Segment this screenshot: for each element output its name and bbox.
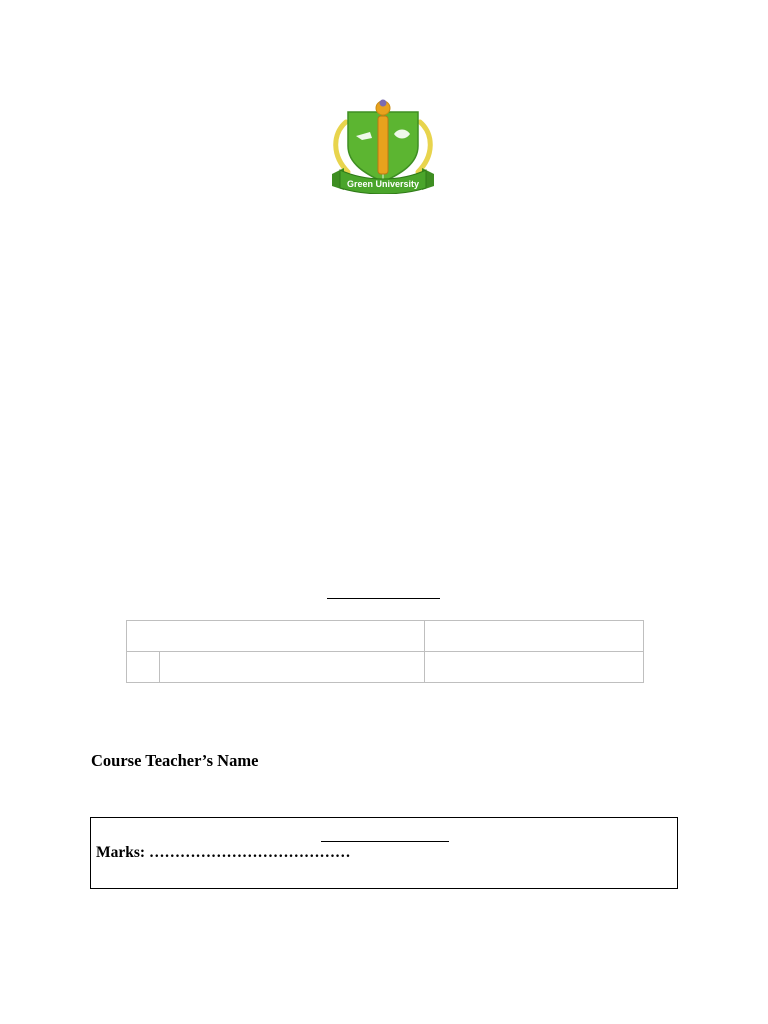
course-teacher-label: Course Teacher’s Name [91,751,259,770]
laurel-left [336,122,348,172]
table-cell [127,652,160,683]
title-underline [327,598,440,599]
table-cell [425,621,644,652]
green-university-crest [326,94,440,194]
torch-handle [378,116,388,174]
torch-top [380,100,387,107]
table-cell [127,621,425,652]
table-cell [425,652,644,683]
table-cell [160,652,425,683]
marks-label: Marks: ………………………………… [96,844,351,861]
table-row [127,621,644,652]
university-logo [326,94,440,194]
logo-text: Green University [346,179,420,189]
laurel-right [418,122,430,172]
info-table [126,620,644,683]
marks-box [90,817,678,889]
table-row [127,652,644,683]
marks-box-underline [321,841,449,842]
